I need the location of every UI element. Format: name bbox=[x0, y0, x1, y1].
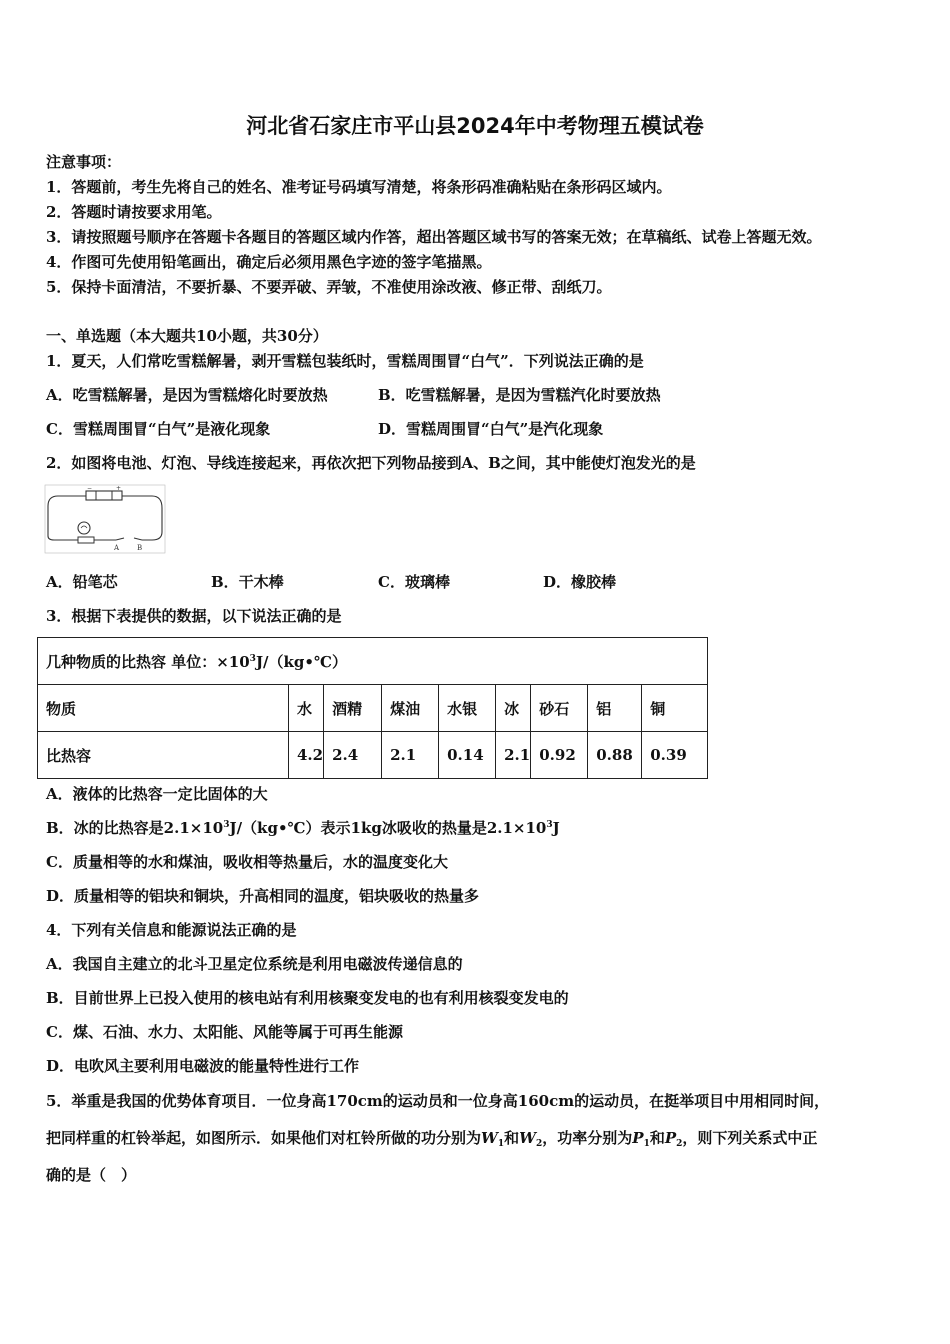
table-cell: 2.1 bbox=[382, 732, 439, 779]
q1-option-c: C．雪糕周围冒“白气”是液化现象 bbox=[46, 420, 271, 438]
q4-option-a: A．我国自主建立的北斗卫星定位系统是利用电磁波传递信息的 bbox=[46, 955, 463, 973]
table-cell: 铜 bbox=[642, 685, 708, 732]
table-row bbox=[38, 685, 708, 732]
table-cell: 2.1 bbox=[496, 732, 531, 779]
table-cell: 0.88 bbox=[588, 732, 642, 779]
q4-option-b: B．目前世界上已投入使用的核电站有利用核聚变发电的也有利用核裂变发电的 bbox=[46, 989, 569, 1007]
notice-item: 2．答题时请按要求用笔。 bbox=[46, 203, 222, 221]
q5-stem-line1: 5．举重是我国的优势体育项目．一位身高170cm的运动员和一位身高160cm的运动员，在挺举项目中用相同时间， bbox=[46, 1092, 830, 1110]
q1-option-b: B．吃雪糕解暑，是因为雪糕汽化时要放热 bbox=[378, 386, 661, 404]
notice-item: 4．作图可先使用铅笔画出，确定后必须用黑色字迹的签字笔描黑。 bbox=[46, 253, 492, 271]
q3-option-b: B．冰的比热容是$2.1\times 10^3J/(kg•℃)$表示1kg冰吸收的热量是$2.1\times 10^3J$ bbox=[46, 819, 560, 837]
table-cell: 水银 bbox=[439, 685, 496, 732]
terminal-label-a: A bbox=[114, 544, 120, 552]
battery-minus: − bbox=[87, 485, 93, 492]
section-heading: 一、单选题（本大题共10小题，共30分） bbox=[46, 327, 328, 345]
table-row bbox=[38, 732, 708, 779]
q1-option-d: D．雪糕周围冒“白气”是汽化现象 bbox=[378, 420, 604, 438]
battery-plus: + bbox=[116, 485, 122, 492]
table-cell: 水 bbox=[289, 685, 324, 732]
page-title: 河北省石家庄市平山县2024年中考物理五模试卷 bbox=[246, 114, 704, 138]
q3-stem: 3．根据下表提供的数据，以下说法正确的是 bbox=[46, 607, 342, 625]
q3-option-a: A．液体的比热容一定比固体的大 bbox=[46, 785, 268, 803]
q4-option-c: C．煤、石油、水力、太阳能、风能等属于可再生能源 bbox=[46, 1023, 403, 1041]
q3-option-c: C．质量相等的水和煤油，吸收相等热量后，水的温度变化大 bbox=[46, 853, 448, 871]
table-cell: 煤油 bbox=[382, 685, 439, 732]
notice-item: 5．保持卡面清洁，不要折暴、不要弄破、弄皱，不准使用涂改液、修正带、刮纸刀。 bbox=[46, 278, 612, 296]
table-cell: 0.14 bbox=[439, 732, 496, 779]
wire-left bbox=[48, 496, 78, 540]
terminal-b-clip bbox=[134, 538, 142, 540]
bulb-base bbox=[78, 537, 94, 543]
table-cell: 4.2 bbox=[289, 732, 324, 779]
table-cell: 2.4 bbox=[324, 732, 382, 779]
terminal-label-b: B bbox=[137, 544, 143, 552]
q4-stem: 4．下列有关信息和能源说法正确的是 bbox=[46, 921, 297, 939]
row-label: 物质 bbox=[38, 685, 289, 732]
table-cell: 砂石 bbox=[531, 685, 588, 732]
q4-option-d: D．电吹风主要利用电磁波的能量特性进行工作 bbox=[46, 1057, 360, 1075]
q5-stem-line3: 确的是（ ） bbox=[46, 1166, 137, 1184]
table-cell: 酒精 bbox=[324, 685, 382, 732]
circuit-diagram bbox=[44, 484, 166, 554]
q1-option-a: A．吃雪糕解暑，是因为雪糕熔化时要放热 bbox=[46, 386, 328, 404]
table-cell: 铝 bbox=[588, 685, 642, 732]
q2-stem: 2．如图将电池、灯泡、导线连接起来，再依次把下列物品接到A、B之间，其中能使灯泡发光的是 bbox=[46, 454, 696, 472]
table-cell: 0.92 bbox=[531, 732, 588, 779]
wire-right bbox=[102, 496, 162, 540]
q2-option-a: A．铅笔芯 bbox=[46, 573, 118, 591]
table-caption-row bbox=[38, 638, 708, 685]
notice-item: 1．答题前，考生先将自己的姓名、准考证号码填写清楚，将条形码准确粘贴在条形码区域内。 bbox=[46, 178, 672, 196]
q1-stem: 1．夏天，人们常吃雪糕解暑，剥开雪糕包装纸时，雪糕周围冒“白气”．下列说法正确的是 bbox=[46, 352, 644, 370]
q2-option-d: D．橡胶棒 bbox=[543, 573, 617, 591]
q5-stem-line2: 把同样重的杠铃举起，如图所示．如果他们对杠铃所做的功分别为$W_1$和$W_2$，功率分别为$P_1$和$P_2$，则下列关系式中正 bbox=[46, 1129, 818, 1149]
q2-option-c: C．玻璃棒 bbox=[378, 573, 450, 591]
specific-heat-table bbox=[37, 637, 708, 779]
notice-item: 3．请按照题号顺序在答题卡各题目的答题区域内作答，超出答题区域书写的答案无效；在草稿纸、试卷上答题无效。 bbox=[46, 228, 822, 246]
table-cell: 冰 bbox=[496, 685, 531, 732]
row-label: 比热容 bbox=[38, 732, 289, 779]
q2-option-b: B．干木棒 bbox=[211, 573, 284, 591]
table-cell: 0.39 bbox=[642, 732, 708, 779]
notice-heading: 注意事项： bbox=[46, 153, 122, 171]
table-caption: 几种物质的比热容 单位：$\times 10^3J/(kg•℃)$ bbox=[38, 638, 708, 685]
q3-option-d: D．质量相等的铝块和铜块，升高相同的温度，铝块吸收的热量多 bbox=[46, 887, 480, 905]
battery-icon bbox=[86, 491, 122, 500]
bulb-icon bbox=[78, 522, 90, 534]
terminal-a-clip bbox=[116, 538, 124, 540]
